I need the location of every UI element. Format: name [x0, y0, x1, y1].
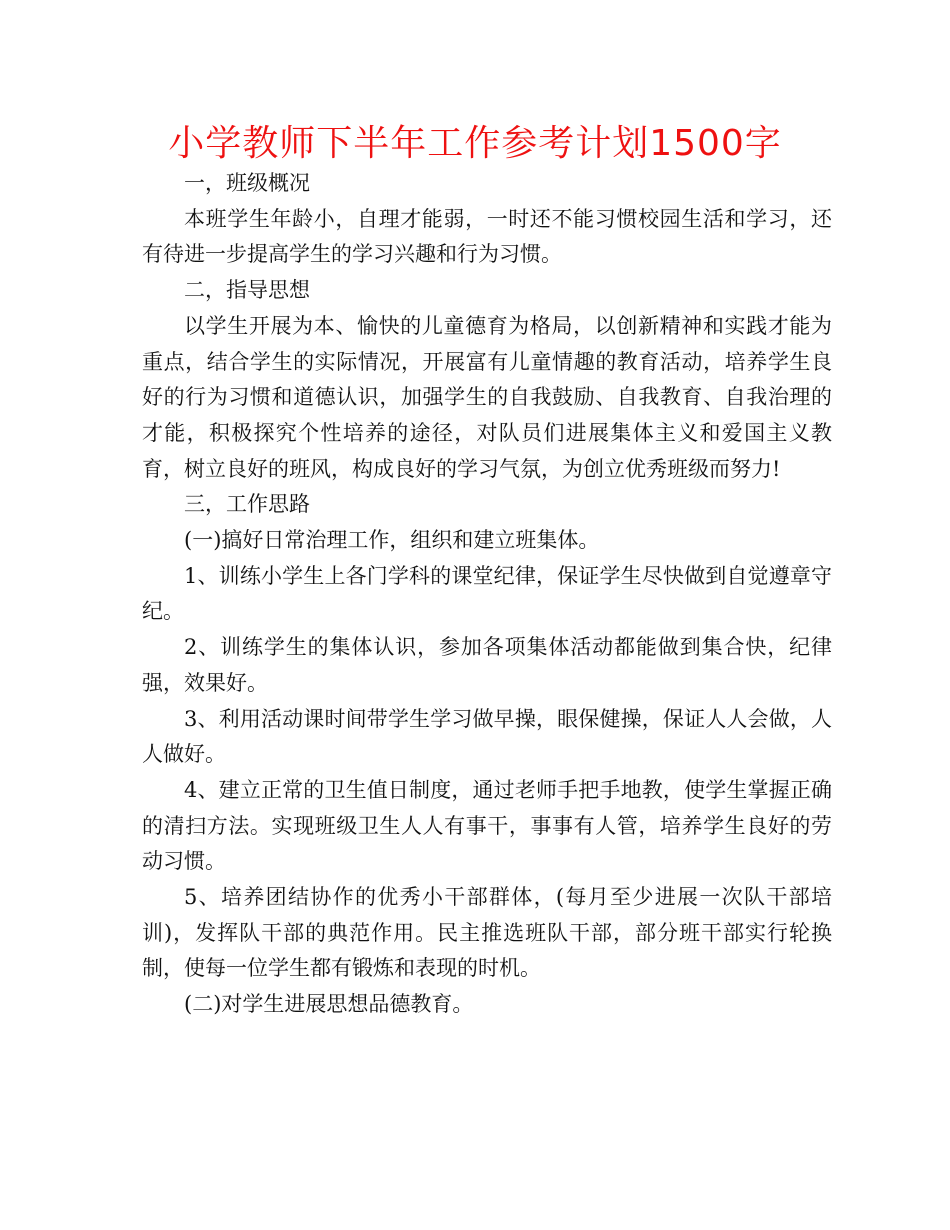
section-heading-work-plan: 三，工作思路	[184, 492, 310, 517]
subsection-heading-daily-management: (一)搞好日常治理工作，组织和建立班集体。	[184, 528, 600, 553]
section-heading-guiding-ideas: 二，指导思想	[184, 278, 310, 303]
subsection-heading-moral-education: (二)对学生进展思想品德教育。	[184, 992, 474, 1017]
section-heading-class-overview: 一，班级概况	[184, 171, 310, 195]
list-item-5: 5、培养团结协作的优秀小干部群体，(每月至少进展一次队干部培训)，发挥队干部的典范作用。民主推选班队干部，部分班干部实行轮换制，使每一位学生都有锻炼和表现的时机。	[142, 885, 832, 981]
list-item-4: 4、建立正常的卫生值日制度，通过老师手把手地教，使学生掌握正确的清扫方法。实现班级卫生人人有事干，事事有人管，培养学生良好的劳动习惯。	[142, 777, 832, 874]
document-title: 小学教师下半年工作参考计划1500字	[168, 123, 782, 164]
list-item-1: 1、训练小学生上各门学科的课堂纪律，保证学生尽快做到自觉遵章守纪。	[142, 563, 832, 624]
document-body	[142, 166, 832, 1023]
paragraph-class-overview: 本班学生年龄小，自理才能弱，一时还不能习惯校园生活和学习，还有待进一步提高学生的学习兴趣和行为习惯。	[142, 206, 832, 267]
list-item-3: 3、利用活动课时间带学生学习做早操，眼保健操，保证人人会做，人人做好。	[142, 706, 832, 767]
list-item-2: 2、训练学生的集体认识，参加各项集体活动都能做到集合快，纪律强，效果好。	[142, 635, 832, 695]
paragraph-guiding-ideas: 以学生开展为本、愉快的儿童德育为格局，以创新精神和实践才能为重点，结合学生的实际情况，开展富有儿童情趣的教育活动，培养学生良好的行为习惯和道德认识，加强学生的自我鼓励、自我教育、自我治理的才能，积极探究个性培养的途径，对队员们进展集体主义和爱国主义教育，树立良好的班风，构成良好的学习气氛，为创立优秀班级而努力!	[142, 313, 832, 481]
